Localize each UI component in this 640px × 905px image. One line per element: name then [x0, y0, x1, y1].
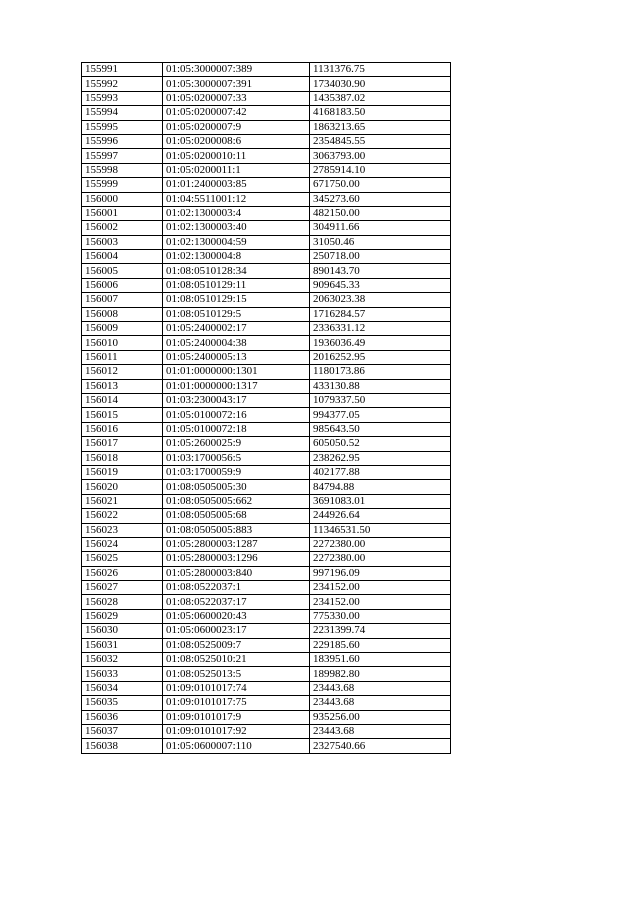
cadastral-number-cell: 01:02:1300004:59 — [163, 235, 310, 249]
value-cell: 909645.33 — [310, 278, 451, 292]
row-id-cell: 156030 — [82, 624, 163, 638]
row-id-cell: 156008 — [82, 307, 163, 321]
cadastral-number-cell: 01:05:0600007:110 — [163, 739, 310, 753]
table-row — [82, 451, 451, 465]
cadastral-number-cell: 01:05:3000007:391 — [163, 77, 310, 91]
value-cell: 84794.88 — [310, 480, 451, 494]
row-id-cell: 155995 — [82, 120, 163, 134]
table-row — [82, 336, 451, 350]
table-row — [82, 710, 451, 724]
table-row — [82, 681, 451, 695]
table-row — [82, 581, 451, 595]
cadastral-number-cell: 01:05:0200010:11 — [163, 149, 310, 163]
cadastral-number-cell: 01:05:0200007:9 — [163, 120, 310, 134]
cadastral-number-cell: 01:08:0525009:7 — [163, 638, 310, 652]
table-row — [82, 595, 451, 609]
row-id-cell: 156028 — [82, 595, 163, 609]
value-cell: 1180173.86 — [310, 365, 451, 379]
value-cell: 238262.95 — [310, 451, 451, 465]
row-id-cell: 156022 — [82, 509, 163, 523]
cadastral-number-cell: 01:05:0200007:42 — [163, 106, 310, 120]
cadastral-number-cell: 01:05:0200011:1 — [163, 163, 310, 177]
value-cell: 2016252.95 — [310, 350, 451, 364]
value-cell: 1734030.90 — [310, 77, 451, 91]
cadastral-number-cell: 01:05:2800003:1296 — [163, 552, 310, 566]
value-cell: 2354845.55 — [310, 134, 451, 148]
row-id-cell: 156019 — [82, 465, 163, 479]
row-id-cell: 156002 — [82, 221, 163, 235]
table-row — [82, 149, 451, 163]
row-id-cell: 155999 — [82, 178, 163, 192]
table-row — [82, 393, 451, 407]
table-row — [82, 724, 451, 738]
cadastral-number-cell: 01:05:3000007:389 — [163, 63, 310, 77]
cadastral-number-cell: 01:09:0101017:75 — [163, 696, 310, 710]
table-row — [82, 379, 451, 393]
cadastral-number-cell: 01:05:2600025:9 — [163, 437, 310, 451]
cadastral-number-cell: 01:08:0510129:5 — [163, 307, 310, 321]
cadastral-number-cell: 01:02:1300003:40 — [163, 221, 310, 235]
cadastral-number-cell: 01:03:2300043:17 — [163, 393, 310, 407]
row-id-cell: 156005 — [82, 264, 163, 278]
cadastral-number-cell: 01:09:0101017:9 — [163, 710, 310, 724]
table-row — [82, 307, 451, 321]
value-cell: 23443.68 — [310, 681, 451, 695]
value-cell: 1435387.02 — [310, 91, 451, 105]
row-id-cell: 156035 — [82, 696, 163, 710]
cadastral-number-cell: 01:08:0525013:5 — [163, 667, 310, 681]
row-id-cell: 156021 — [82, 494, 163, 508]
row-id-cell: 156012 — [82, 365, 163, 379]
cadastral-number-cell: 01:01:2400003:85 — [163, 178, 310, 192]
value-cell: 189982.80 — [310, 667, 451, 681]
row-id-cell: 156033 — [82, 667, 163, 681]
table-row — [82, 192, 451, 206]
cadastral-number-cell: 01:05:0600023:17 — [163, 624, 310, 638]
cadastral-number-cell: 01:05:2400002:17 — [163, 322, 310, 336]
value-cell: 2272380.00 — [310, 537, 451, 551]
table-row — [82, 264, 451, 278]
cadastral-number-cell: 01:05:0200007:33 — [163, 91, 310, 105]
value-cell: 2231399.74 — [310, 624, 451, 638]
table-row — [82, 91, 451, 105]
table-row — [82, 278, 451, 292]
cadastral-number-cell: 01:08:0505005:662 — [163, 494, 310, 508]
row-id-cell: 156034 — [82, 681, 163, 695]
cadastral-number-cell: 01:05:0600020:43 — [163, 609, 310, 623]
table-row — [82, 465, 451, 479]
value-cell: 2327540.66 — [310, 739, 451, 753]
table-body — [82, 63, 451, 754]
row-id-cell: 156023 — [82, 523, 163, 537]
value-cell: 250718.00 — [310, 250, 451, 264]
cadastral-number-cell: 01:05:2800003:840 — [163, 566, 310, 580]
table-row — [82, 235, 451, 249]
row-id-cell: 156026 — [82, 566, 163, 580]
value-cell: 2272380.00 — [310, 552, 451, 566]
cadastral-number-cell: 01:03:1700056:5 — [163, 451, 310, 465]
value-cell: 2336331.12 — [310, 322, 451, 336]
value-cell: 433130.88 — [310, 379, 451, 393]
value-cell: 345273.60 — [310, 192, 451, 206]
table-row — [82, 63, 451, 77]
cadastral-number-cell: 01:03:1700059:9 — [163, 465, 310, 479]
cadastral-number-cell: 01:02:1300004:8 — [163, 250, 310, 264]
table-row — [82, 523, 451, 537]
value-cell: 402177.88 — [310, 465, 451, 479]
table-row — [82, 221, 451, 235]
value-cell: 304911.66 — [310, 221, 451, 235]
cadastral-number-cell: 01:08:0505005:883 — [163, 523, 310, 537]
row-id-cell: 156010 — [82, 336, 163, 350]
table-row — [82, 667, 451, 681]
row-id-cell: 156015 — [82, 408, 163, 422]
table-row — [82, 624, 451, 638]
table-row — [82, 134, 451, 148]
table-row — [82, 365, 451, 379]
value-cell: 234152.00 — [310, 595, 451, 609]
table-row — [82, 653, 451, 667]
cadastral-number-cell: 01:08:0525010:21 — [163, 653, 310, 667]
row-id-cell: 156018 — [82, 451, 163, 465]
table-row — [82, 206, 451, 220]
value-cell: 1863213.65 — [310, 120, 451, 134]
value-cell: 890143.70 — [310, 264, 451, 278]
value-cell: 4168183.50 — [310, 106, 451, 120]
row-id-cell: 156025 — [82, 552, 163, 566]
table-row — [82, 638, 451, 652]
row-id-cell: 156014 — [82, 393, 163, 407]
value-cell: 671750.00 — [310, 178, 451, 192]
value-cell: 23443.68 — [310, 696, 451, 710]
row-id-cell: 156006 — [82, 278, 163, 292]
row-id-cell: 156003 — [82, 235, 163, 249]
value-cell: 935256.00 — [310, 710, 451, 724]
table-row — [82, 552, 451, 566]
row-id-cell: 155993 — [82, 91, 163, 105]
row-id-cell: 156004 — [82, 250, 163, 264]
cadastral-number-cell: 01:01:0000000:1317 — [163, 379, 310, 393]
row-id-cell: 155996 — [82, 134, 163, 148]
cadastral-number-cell: 01:09:0101017:92 — [163, 724, 310, 738]
table-row — [82, 293, 451, 307]
row-id-cell: 156032 — [82, 653, 163, 667]
value-cell: 23443.68 — [310, 724, 451, 738]
value-cell: 482150.00 — [310, 206, 451, 220]
row-id-cell: 156011 — [82, 350, 163, 364]
table-row — [82, 178, 451, 192]
table-row — [82, 739, 451, 753]
cadastral-number-cell: 01:05:2400005:13 — [163, 350, 310, 364]
value-cell: 994377.05 — [310, 408, 451, 422]
row-id-cell: 156009 — [82, 322, 163, 336]
table-row — [82, 480, 451, 494]
row-id-cell: 156031 — [82, 638, 163, 652]
value-cell: 1936036.49 — [310, 336, 451, 350]
row-id-cell: 156029 — [82, 609, 163, 623]
row-id-cell: 155997 — [82, 149, 163, 163]
cadastral-number-cell: 01:02:1300003:4 — [163, 206, 310, 220]
cadastral-number-cell: 01:08:0510129:15 — [163, 293, 310, 307]
cadastral-number-cell: 01:04:5511001:12 — [163, 192, 310, 206]
table-row — [82, 422, 451, 436]
value-cell: 229185.60 — [310, 638, 451, 652]
value-cell: 2063023.38 — [310, 293, 451, 307]
value-cell: 31050.46 — [310, 235, 451, 249]
value-cell: 1131376.75 — [310, 63, 451, 77]
cadastral-number-cell: 01:01:0000000:1301 — [163, 365, 310, 379]
table-row — [82, 250, 451, 264]
value-cell: 1079337.50 — [310, 393, 451, 407]
table-row — [82, 609, 451, 623]
table-row — [82, 163, 451, 177]
row-id-cell: 156020 — [82, 480, 163, 494]
table-row — [82, 322, 451, 336]
value-cell: 1716284.57 — [310, 307, 451, 321]
table-row — [82, 437, 451, 451]
cadastral-number-cell: 01:08:0522037:1 — [163, 581, 310, 595]
cadastral-number-cell: 01:08:0505005:68 — [163, 509, 310, 523]
cadastral-number-cell: 01:08:0522037:17 — [163, 595, 310, 609]
cadastral-number-cell: 01:08:0510129:11 — [163, 278, 310, 292]
row-id-cell: 156017 — [82, 437, 163, 451]
cadastral-number-cell: 01:05:2400004:38 — [163, 336, 310, 350]
cadastral-number-cell: 01:09:0101017:74 — [163, 681, 310, 695]
row-id-cell: 156027 — [82, 581, 163, 595]
value-cell: 244926.64 — [310, 509, 451, 523]
table-row — [82, 106, 451, 120]
data-table — [81, 62, 451, 754]
value-cell: 985643.50 — [310, 422, 451, 436]
value-cell: 997196.09 — [310, 566, 451, 580]
row-id-cell: 156013 — [82, 379, 163, 393]
row-id-cell: 156036 — [82, 710, 163, 724]
cadastral-number-cell: 01:05:0200008:6 — [163, 134, 310, 148]
row-id-cell: 156037 — [82, 724, 163, 738]
row-id-cell: 155998 — [82, 163, 163, 177]
value-cell: 3691083.01 — [310, 494, 451, 508]
table-row — [82, 494, 451, 508]
value-cell: 2785914.10 — [310, 163, 451, 177]
cadastral-number-cell: 01:05:2800003:1287 — [163, 537, 310, 551]
value-cell: 183951.60 — [310, 653, 451, 667]
cadastral-number-cell: 01:08:0510128:34 — [163, 264, 310, 278]
cadastral-number-cell: 01:05:0100072:16 — [163, 408, 310, 422]
value-cell: 234152.00 — [310, 581, 451, 595]
value-cell: 3063793.00 — [310, 149, 451, 163]
value-cell: 605050.52 — [310, 437, 451, 451]
row-id-cell: 156016 — [82, 422, 163, 436]
table-row — [82, 408, 451, 422]
table-row — [82, 509, 451, 523]
table-row — [82, 77, 451, 91]
row-id-cell: 156000 — [82, 192, 163, 206]
row-id-cell: 156007 — [82, 293, 163, 307]
row-id-cell: 155994 — [82, 106, 163, 120]
row-id-cell: 156038 — [82, 739, 163, 753]
cadastral-number-cell: 01:05:0100072:18 — [163, 422, 310, 436]
row-id-cell: 155992 — [82, 77, 163, 91]
value-cell: 775330.00 — [310, 609, 451, 623]
table-row — [82, 120, 451, 134]
table-row — [82, 537, 451, 551]
value-cell: 11346531.50 — [310, 523, 451, 537]
table-row — [82, 350, 451, 364]
row-id-cell: 156001 — [82, 206, 163, 220]
row-id-cell: 156024 — [82, 537, 163, 551]
table-row — [82, 566, 451, 580]
row-id-cell: 155991 — [82, 63, 163, 77]
table-row — [82, 696, 451, 710]
cadastral-number-cell: 01:08:0505005:30 — [163, 480, 310, 494]
